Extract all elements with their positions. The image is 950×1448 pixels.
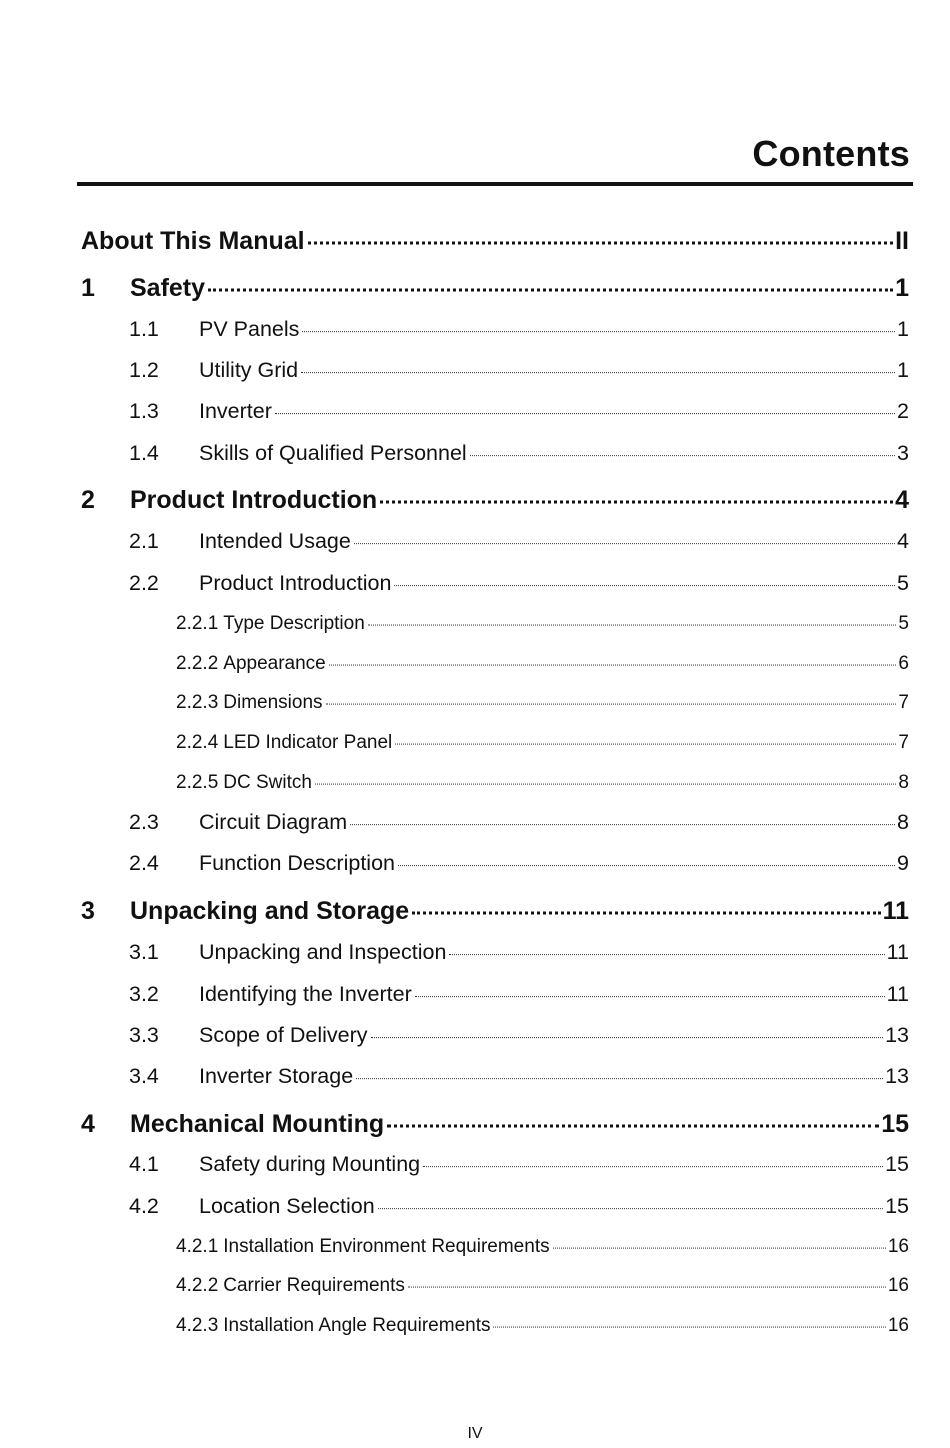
toc-entry[interactable] — [176, 1313, 909, 1337]
toc-entry-title: Circuit Diagram — [199, 810, 348, 835]
toc-entry[interactable] — [129, 981, 909, 1007]
toc-entry-number: 1.2 — [129, 358, 159, 383]
dot-leader — [356, 1059, 883, 1079]
toc-entry-number: 2.2.4 — [176, 732, 219, 754]
toc-entry-page: 8 — [897, 810, 909, 835]
toc-entry-number: 1.4 — [129, 441, 159, 466]
toc-entry-page: 7 — [898, 732, 909, 754]
dot-leader — [470, 436, 895, 456]
toc-entry[interactable] — [129, 1193, 909, 1219]
toc-entry-number: 2.2.2 — [176, 653, 219, 675]
dot-leader — [412, 889, 880, 915]
toc-entry-number: 2.1 — [129, 529, 159, 554]
dot-leader — [308, 219, 893, 245]
dot-leader — [301, 353, 895, 373]
toc-entry-title: Product Introduction — [130, 485, 378, 514]
dot-leader — [378, 1189, 883, 1209]
toc-entry-number: 4 — [81, 1109, 95, 1138]
toc-entry-number: 4.2.2 — [176, 1275, 219, 1297]
toc-entry-title: Intended Usage — [199, 529, 351, 554]
toc-entry-page: 5 — [898, 613, 909, 635]
toc-entry[interactable] — [81, 223, 909, 256]
toc-entry-page: 3 — [897, 441, 909, 466]
toc-entry-number: 2.3 — [129, 810, 159, 835]
toc-entry-page: 15 — [881, 1109, 909, 1138]
toc-entry[interactable] — [129, 440, 909, 466]
toc-entry-title: Inverter — [199, 399, 272, 424]
toc-entry-number: 2.2.5 — [176, 772, 219, 794]
dot-leader — [302, 312, 895, 332]
toc-entry-title: Skills of Qualified Personnel — [199, 441, 467, 466]
toc-entry-number: 4.2 — [129, 1194, 159, 1219]
toc-entry-page: 4 — [895, 485, 909, 514]
toc-entry[interactable] — [176, 611, 909, 635]
toc-entry-title: DC Switch — [223, 772, 312, 794]
toc-entry[interactable] — [129, 316, 909, 342]
toc-entry-number: 3.2 — [129, 982, 159, 1007]
toc-entry-page: 2 — [897, 399, 909, 424]
toc-entry[interactable] — [129, 939, 909, 965]
toc-entry-title: Safety during Mounting — [199, 1152, 421, 1177]
toc-entry-title: Utility Grid — [199, 358, 299, 383]
toc-entry-number: 3.3 — [129, 1023, 159, 1048]
toc-entry-number: 4.2.3 — [176, 1315, 219, 1337]
toc-entry[interactable] — [129, 850, 909, 876]
toc-entry-page: 13 — [885, 1023, 909, 1048]
toc-entry[interactable] — [176, 770, 909, 794]
toc-entry-page: 1 — [897, 358, 909, 383]
dot-leader — [408, 1270, 886, 1288]
toc-entry[interactable] — [129, 398, 909, 424]
toc-entry-page: 1 — [897, 317, 909, 342]
toc-entry-title: Unpacking and Inspection — [199, 940, 447, 965]
toc-entry-number: 2.2.3 — [176, 692, 219, 714]
dot-leader — [329, 648, 897, 666]
dot-leader — [449, 935, 884, 955]
toc-entry-page: 9 — [897, 851, 909, 876]
toc-entry-number: 1 — [81, 273, 95, 302]
toc-entry-page: 15 — [885, 1194, 909, 1219]
toc-entry-page: 11 — [882, 896, 909, 925]
dot-leader — [387, 1102, 879, 1128]
toc-entry-title: PV Panels — [199, 317, 300, 342]
page-title: Contents — [752, 133, 910, 174]
dot-leader — [493, 1310, 885, 1328]
dot-leader — [208, 266, 893, 292]
toc-entry-page: 11 — [886, 940, 909, 965]
toc-entry[interactable] — [129, 357, 909, 383]
toc-entry-number: 2 — [81, 485, 95, 514]
toc-entry-number: 2.4 — [129, 851, 159, 876]
toc-entry[interactable] — [129, 1063, 909, 1089]
toc-entry-title: About This Manual — [81, 226, 305, 255]
toc-entry-number: 2.2 — [129, 571, 159, 596]
toc-entry-title: Identifying the Inverter — [199, 982, 412, 1007]
toc-entry-title: LED Indicator Panel — [223, 732, 393, 754]
dot-leader — [315, 767, 896, 785]
toc-entry[interactable] — [81, 482, 909, 515]
dot-leader — [395, 727, 896, 745]
toc-entry-number: 1.3 — [129, 399, 159, 424]
toc-entry-number: 3.1 — [129, 940, 159, 965]
toc-entry[interactable] — [176, 690, 909, 714]
toc-entry[interactable] — [129, 809, 909, 835]
dot-leader — [553, 1231, 886, 1249]
toc-entry-title: Appearance — [223, 653, 326, 675]
toc-entry[interactable] — [176, 730, 909, 754]
toc-entry[interactable] — [81, 893, 909, 926]
toc-entry-page: 16 — [887, 1315, 909, 1337]
toc-entry-number: 3.4 — [129, 1064, 159, 1089]
toc-entry-page: 5 — [897, 571, 909, 596]
toc-entry-title: Scope of Delivery — [199, 1023, 368, 1048]
toc-entry-title: Type Description — [223, 613, 365, 635]
toc-entry-number: 4.1 — [129, 1152, 159, 1177]
dot-leader — [368, 608, 897, 626]
toc-entry-number: 3 — [81, 896, 95, 925]
toc-entry-page: 16 — [887, 1236, 909, 1258]
toc-entry[interactable] — [81, 1106, 909, 1139]
dot-leader — [415, 977, 885, 997]
toc-entry[interactable] — [129, 528, 909, 554]
dot-leader — [394, 566, 895, 586]
toc-entry-title: Location Selection — [199, 1194, 375, 1219]
toc-entry[interactable] — [176, 651, 909, 675]
toc-entry[interactable] — [129, 570, 909, 596]
toc-entry[interactable] — [129, 1151, 909, 1177]
toc-entry[interactable] — [176, 1234, 909, 1258]
toc-entry-title: Inverter Storage — [199, 1064, 354, 1089]
toc-entry[interactable] — [81, 270, 909, 303]
dot-leader — [354, 524, 895, 544]
toc-entry-title: Function Description — [199, 851, 395, 876]
toc-entry-page: 8 — [898, 772, 909, 794]
toc-entry-title: Unpacking and Storage — [130, 896, 410, 925]
toc-entry-page: 15 — [885, 1152, 909, 1177]
toc-entry-page: 11 — [886, 982, 909, 1007]
dot-leader — [350, 805, 895, 825]
toc-entry-page: 16 — [887, 1275, 909, 1297]
dot-leader — [423, 1147, 883, 1167]
dot-leader — [380, 478, 893, 504]
toc-entry-title: Mechanical Mounting — [130, 1109, 385, 1138]
toc-entry-page: 7 — [898, 692, 909, 714]
toc-entry[interactable] — [129, 1022, 909, 1048]
toc-entry-number: 4.2.1 — [176, 1236, 219, 1258]
toc-entry-page: 1 — [895, 273, 909, 302]
toc-entry-page: 4 — [897, 529, 909, 554]
toc-entry-page: II — [895, 226, 909, 255]
toc-entry-page: 13 — [885, 1064, 909, 1089]
toc-entry-page: 6 — [898, 653, 909, 675]
dot-leader — [275, 394, 895, 414]
dot-leader — [398, 846, 895, 866]
toc-entry-title: Installation Angle Requirements — [223, 1315, 491, 1337]
dot-leader — [371, 1018, 884, 1038]
toc-entry-number: 2.2.1 — [176, 613, 219, 635]
toc-entry-title: Installation Environment Requirements — [223, 1236, 550, 1258]
dot-leader — [326, 687, 897, 705]
toc-entry-title: Carrier Requirements — [223, 1275, 405, 1297]
page-number: IV — [467, 1425, 483, 1442]
toc-entry-title: Product Introduction — [199, 571, 392, 596]
toc-entry-title: Safety — [130, 273, 206, 302]
toc-entry-number: 1.1 — [129, 317, 159, 342]
toc-entry[interactable] — [176, 1273, 909, 1297]
toc-entry-title: Dimensions — [223, 692, 323, 714]
